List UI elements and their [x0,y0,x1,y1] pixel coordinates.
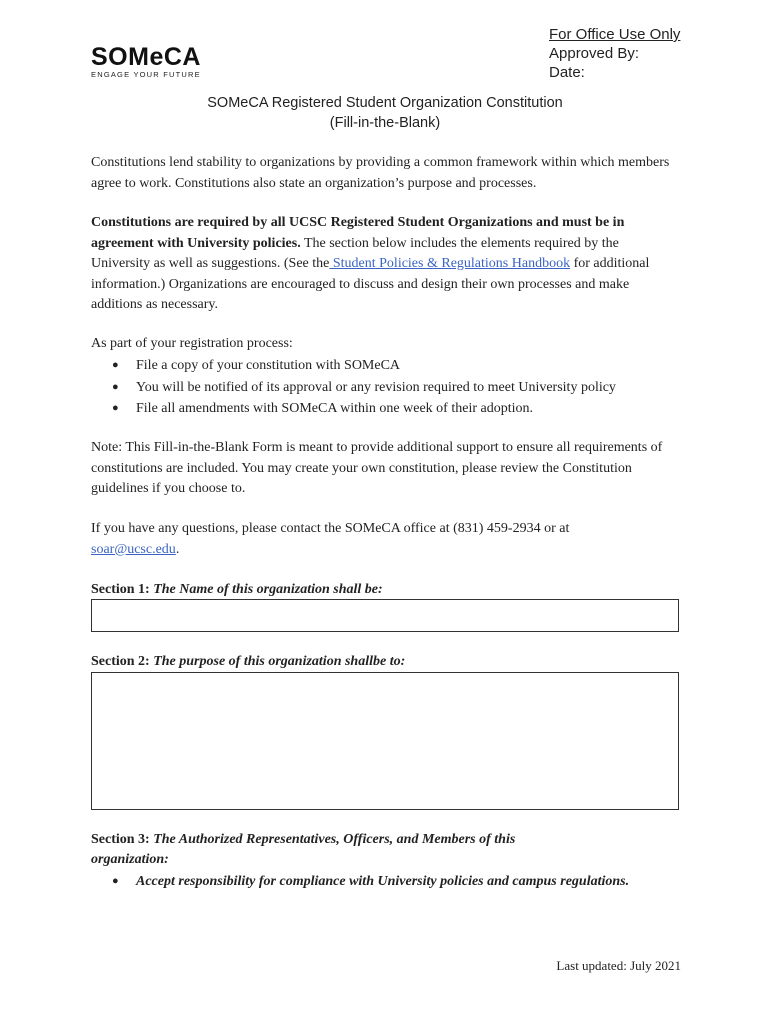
section-1-heading [91,580,681,600]
title-line-1: SOMeCA Registered Student Organization Constitution [207,95,563,111]
office-use-block [549,25,680,82]
contact-paragraph [91,519,681,560]
section-2-label: Section 2: [91,654,150,669]
section-1-title: The Name of this organization shall be: [153,582,383,597]
list-item: ● Accept responsibility for compliance with University policies and campus regulations. [91,871,681,893]
handbook-link[interactable]: Student Policies & Regulations Handbook [329,256,571,271]
someca-logo [91,44,201,79]
organization-purpose-field[interactable] [91,672,679,810]
section-3-label: Section 3: [91,832,150,847]
office-use-heading: For Office Use Only [549,26,681,43]
organization-name-field[interactable] [91,599,679,632]
requirements-text-1: The section below includes the elements required by the University as well as suggestions. (See the [91,235,619,271]
list-item: ● File a copy of your constitution with SOMeCA [91,355,681,377]
section-2-title: The purpose of this organization shallbe to: [153,654,406,669]
requirements-paragraph [91,213,681,316]
section-3-title: The Authorized Representatives, Officers, and Members of this organization: [91,832,516,867]
contact-tail: . [175,541,180,557]
section-2-heading [91,652,681,672]
list-item: ● You will be notified of its approval or any revision required to meet University policy [91,377,681,399]
note-paragraph: Note: This Fill-in-the-Blank Form is meant to provide additional support to ensure all requirements of constitutions are included. You may create your own constitution, please review the Constitution guidelines if you choose to. [91,440,663,496]
logo-wordmark: SOMeCA [91,43,201,71]
intro-paragraph: Constitutions lend stability to organizations by providing a common framework within which members agree to work. Constitutions also state an organization’s purpose and processes. [91,155,670,191]
contact-text: If you have any questions, please contact the SOMeCA office at (831) 459-2934 or at [91,521,570,536]
logo-tagline: ENGAGE YOUR FUTURE [91,70,201,79]
registration-list [91,355,681,420]
requirements-text-2: for additional information.) Organizations are encouraged to discuss and design their own processes and make additions as necessary. [91,256,650,312]
registration-lead: As part of your registration process: [91,336,293,351]
section-1-label: Section 1: [91,582,150,597]
section-3-heading [91,830,561,870]
approved-by-label: Approved By: [549,45,640,62]
document-title [0,93,770,133]
section-3-list [91,871,681,893]
date-label: Date: [549,64,585,81]
email-link[interactable]: soar@ucsc.edu [91,541,176,557]
requirements-bold: Constitutions are required by all UCSC Registered Student Organizations and must be in agreement with University policies. [91,215,625,251]
list-item: ● File all amendments with SOMeCA within one week of their adoption. [91,398,681,420]
last-updated: Last updated: July 2021 [556,958,681,973]
title-line-2: (Fill-in-the-Blank) [329,115,441,131]
